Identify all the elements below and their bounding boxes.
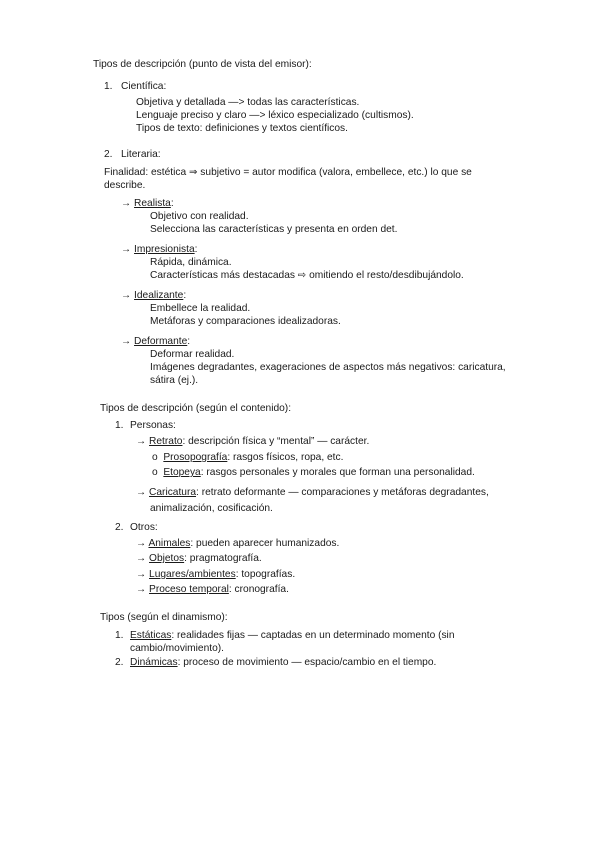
subtype-deformante: → Deformante:	[121, 336, 191, 347]
caricatura-line	[136, 486, 489, 499]
text-line: Tipos de texto: definiciones y textos científicos.	[136, 123, 348, 134]
arrow-icon: →	[136, 436, 147, 447]
finalidad-text-cont: describe.	[104, 180, 146, 191]
otros-entry	[136, 552, 262, 565]
arrow-icon: →	[136, 487, 147, 498]
list-number: 2.	[115, 657, 124, 668]
term-description: : rasgos físicos, ropa, etc.	[227, 452, 344, 463]
text-line: cambio/movimiento).	[130, 643, 224, 654]
arrow-icon: →	[136, 584, 147, 595]
subtype-name: Impresionista	[134, 244, 195, 255]
retrato-line	[136, 435, 369, 448]
bullet-marker: o	[152, 467, 158, 478]
section-heading-emisor: Tipos de descripción (punto de vista del emisor):	[93, 59, 312, 70]
subtype-realista: → Realista:	[121, 198, 174, 209]
list-number: 2.	[104, 149, 113, 160]
text-line: Selecciona las características y presenta en orden det.	[150, 224, 398, 235]
term-name: Caricatura	[149, 487, 197, 498]
item-title-otros: Otros:	[130, 522, 158, 533]
text-line: Imágenes degradantes, exageraciones de aspectos más negativos: caricatura,	[150, 362, 506, 373]
item-title-personas: Personas:	[130, 420, 176, 431]
text-line: Lenguaje preciso y claro —> léxico especializado (cultismos).	[136, 110, 414, 121]
bullet-marker: o	[152, 452, 158, 463]
term-description: : retrato deformante — comparaciones y metáforas degradantes,	[196, 487, 489, 498]
otros-entry	[136, 583, 289, 596]
term-description: : pragmatografía.	[184, 553, 262, 564]
term-name: Lugares/ambientes	[149, 569, 236, 580]
term-description: : pueden aparecer humanizados.	[190, 538, 340, 549]
text-line: Objetiva y detallada —> todas las características.	[136, 97, 360, 108]
text-line: Rápida, dinámica.	[150, 257, 232, 268]
otros-entry	[136, 568, 295, 581]
term-description: : rasgos personales y morales que forman una personalidad.	[200, 467, 475, 478]
term-name: Objetos	[149, 553, 185, 564]
term-name: Etopeya	[163, 467, 201, 478]
list-number: 1.	[104, 81, 113, 92]
term-name: Dinámicas	[130, 657, 178, 668]
arrow-icon: →	[121, 336, 132, 347]
term-description: : realidades fijas — captadas en un determinado momento (sin	[171, 630, 455, 641]
text-line: animalización, cosificación.	[150, 503, 273, 514]
subtype-impresionista: → Impresionista:	[121, 244, 198, 255]
text-line: Objetivo con realidad.	[150, 211, 249, 222]
arrow-icon: →	[121, 198, 132, 209]
arrow-icon: →	[121, 290, 132, 301]
arrow-icon: →	[136, 553, 147, 564]
subtype-name: Idealizante	[134, 290, 184, 301]
text-line: sátira (ej.).	[150, 375, 199, 386]
term-name: Prosopografía	[163, 452, 228, 463]
dinamicas-line	[130, 656, 436, 669]
subtype-idealizante: → Idealizante:	[121, 290, 187, 301]
term-description: : cronografía.	[228, 584, 289, 595]
section-heading-dinamismo: Tipos (según el dinamismo):	[100, 612, 228, 623]
finalidad-text: Finalidad: estética ⇒ subjetivo = autor modifica (valora, embellece, etc.) lo que se	[104, 167, 472, 178]
term-description: : proceso de movimiento — espacio/cambio en el tiempo.	[177, 657, 437, 668]
arrow-icon: →	[121, 244, 132, 255]
subtype-name: Deformante	[134, 336, 188, 347]
text-line: Deformar realidad.	[150, 349, 235, 360]
bullet-prosopografia	[152, 451, 343, 464]
term-name: Proceso temporal	[149, 584, 229, 595]
term-name: Retrato	[149, 436, 183, 447]
subtype-name: Realista	[134, 198, 171, 209]
list-number: 1.	[115, 630, 124, 641]
bullet-etopeya	[152, 466, 475, 479]
arrow-icon: →	[136, 569, 147, 580]
item-title-literaria: Literaria:	[121, 149, 161, 160]
list-number: 1.	[115, 420, 124, 431]
otros-entry	[136, 537, 339, 550]
estaticas-line	[130, 629, 455, 642]
text-line: Embellece la realidad.	[150, 303, 251, 314]
term-name: Estáticas	[130, 630, 172, 641]
text-line: Características más destacadas ⇨ omitiendo el resto/desdibujándolo.	[150, 270, 464, 281]
term-name: Animales	[148, 538, 191, 549]
arrow-icon: →	[136, 538, 147, 549]
list-number: 2.	[115, 522, 124, 533]
term-description: : topografías.	[235, 569, 296, 580]
term-description: : descripción física y “mental” — carácter.	[182, 436, 370, 447]
text-line: Metáforas y comparaciones idealizadoras.	[150, 316, 341, 327]
section-heading-contenido: Tipos de descripción (según el contenido):	[100, 403, 292, 414]
item-title-cientifica: Científica:	[121, 81, 167, 92]
